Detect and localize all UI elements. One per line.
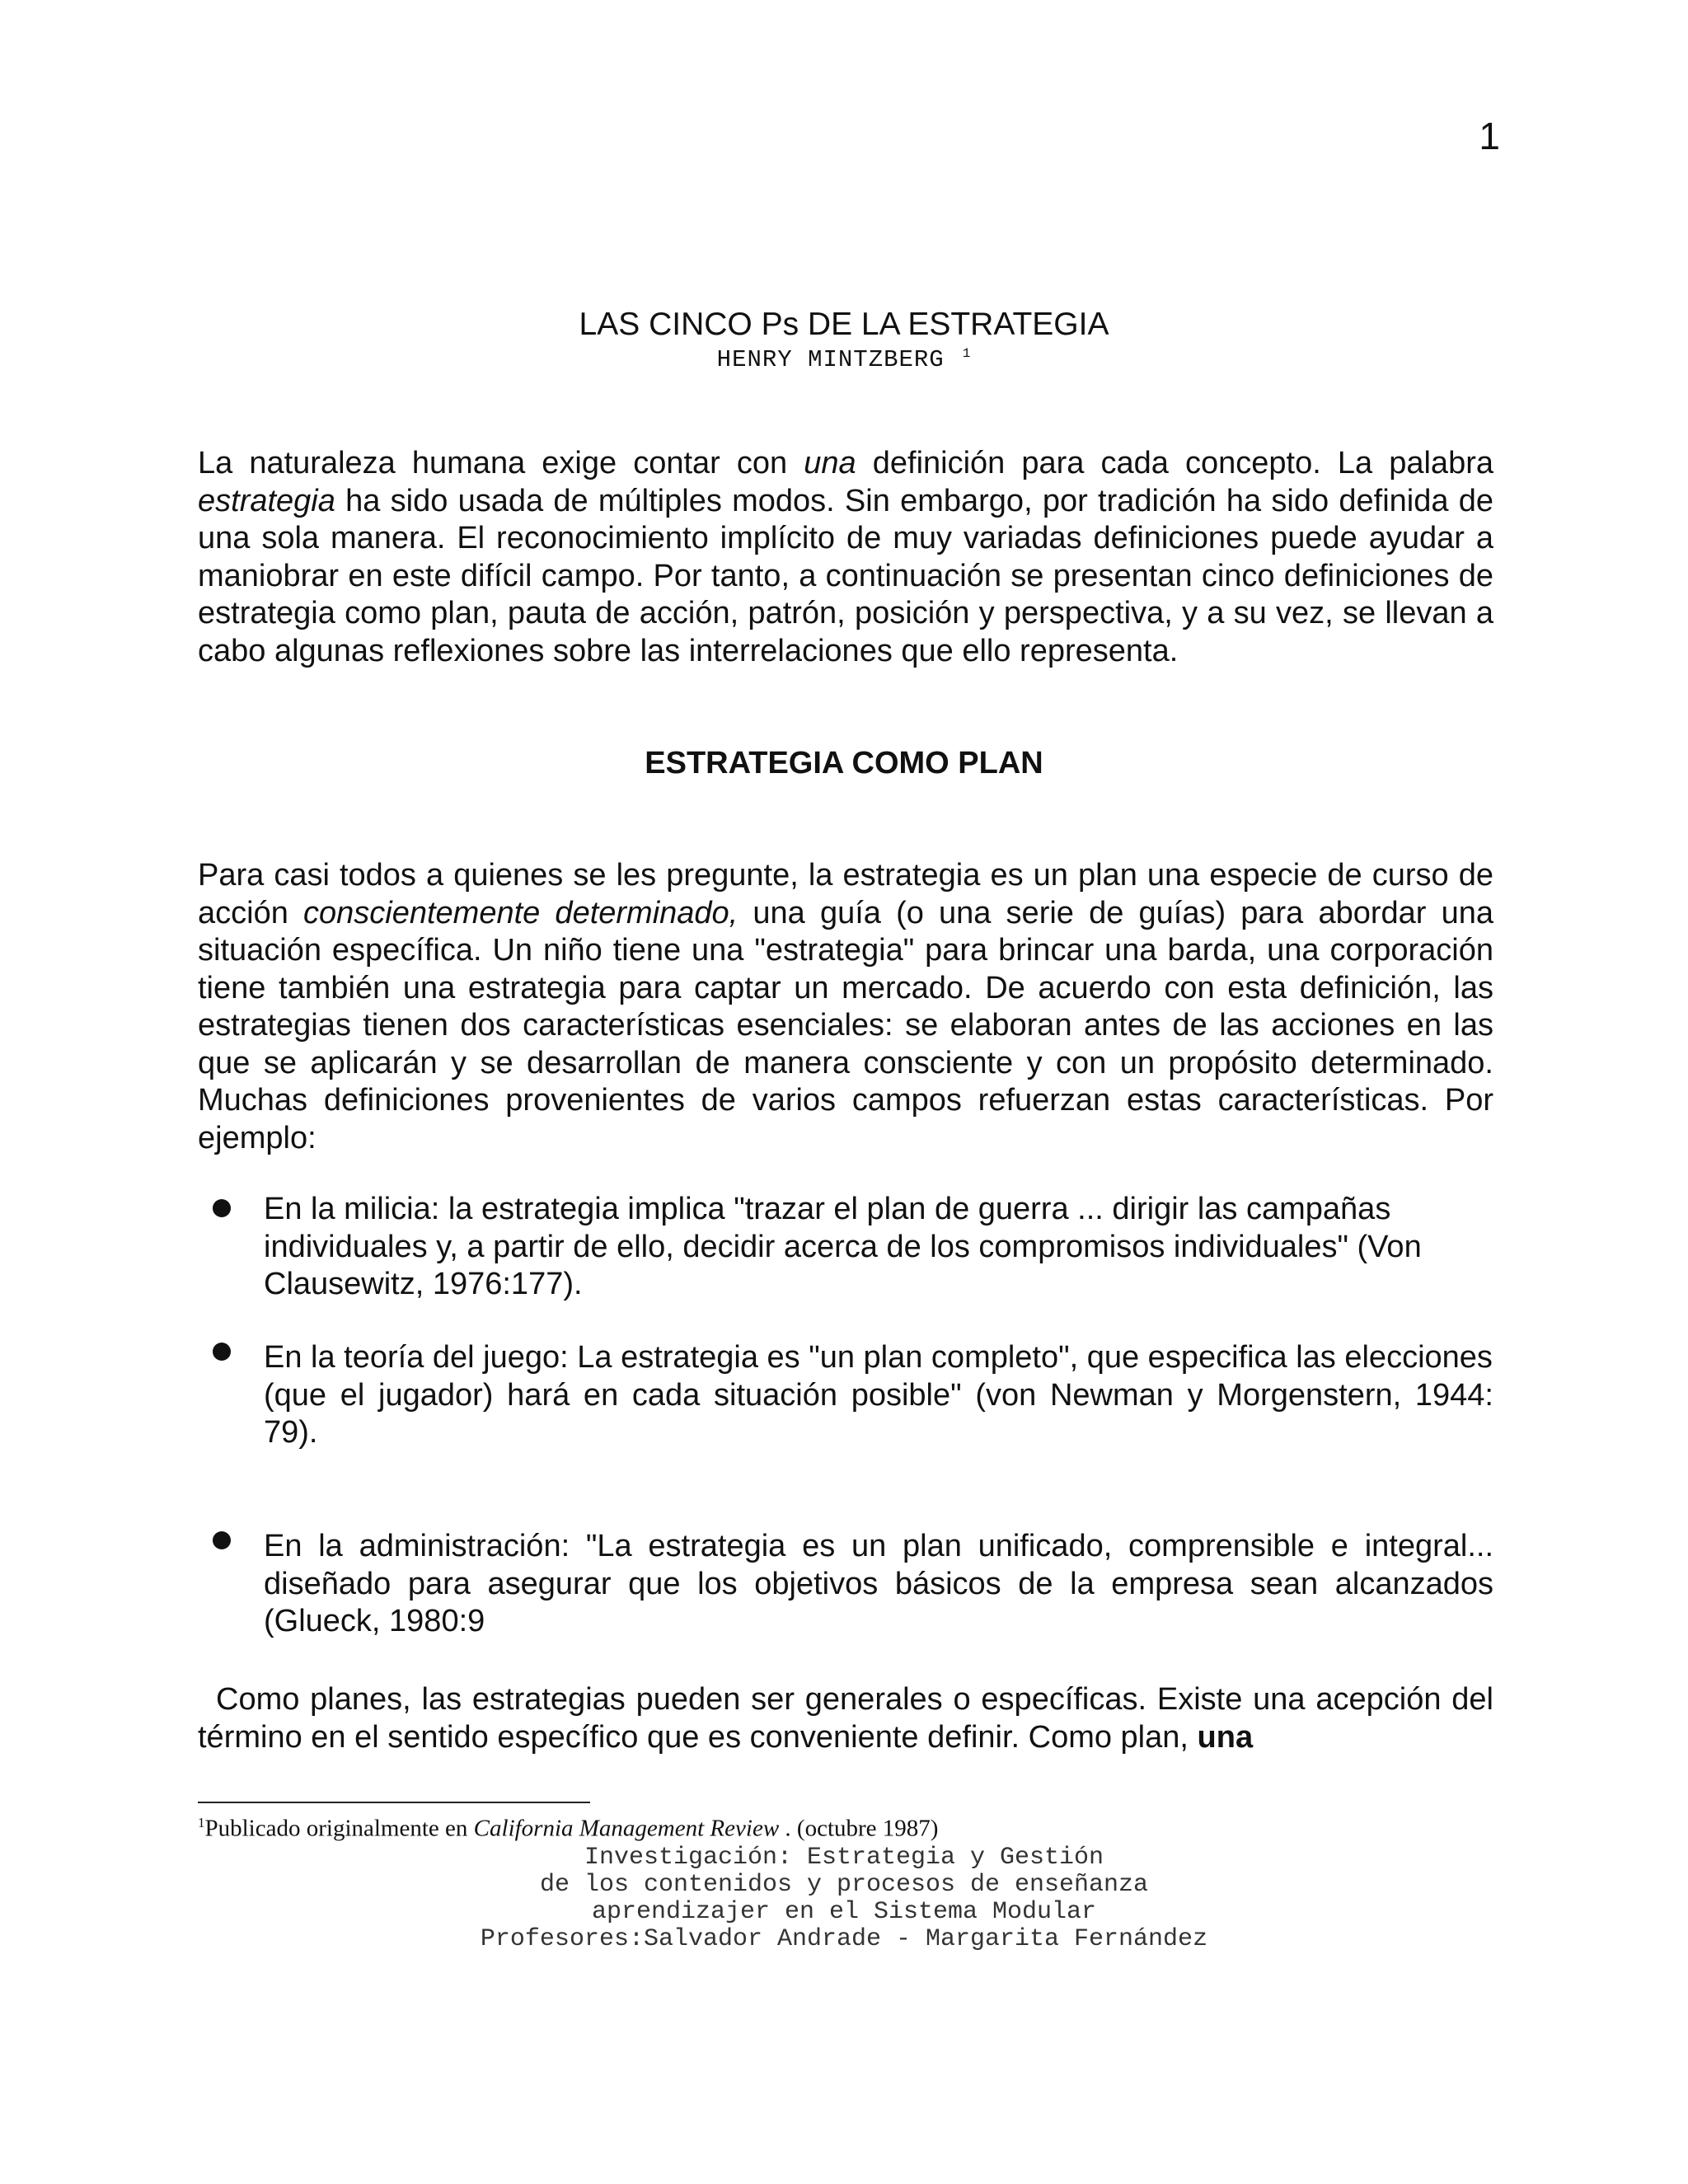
closing-paragraph (198, 1681, 1493, 1756)
intro-text-3: ha sido usada de múltiples modos. Sin embargo, por tradición ha sido definida de una sola manera. El reconocimiento implícito de muy variadas definiciones puede ayudar a maniobrar en este difícil campo. Por tanto, a continuación se presentan cinco definiciones de estrategia como plan, pauta de acción, patrón, posición y perspectiva, y a su vez, se llevan a cabo algunas reflexiones sobre las interrelaciones que ello representa. (198, 483, 1493, 668)
bullet-dot-icon (213, 1343, 231, 1361)
author-name: HENRY MINTZBERG (716, 346, 945, 373)
plan-paragraph (198, 857, 1493, 1157)
footer-line: Profesores:Salvador Andrade - Margarita Fernández (480, 1925, 1208, 1953)
intro-emphasis-estrategia: estrategia (198, 483, 335, 518)
plan-emphasis: conscientemente determinado, (303, 895, 738, 930)
bullet-item-administracion (198, 1528, 1493, 1641)
bullet-item-teoria-juego (198, 1339, 1493, 1452)
footnote-text-1: Publicado originalmente en (204, 1815, 474, 1842)
plan-text-1: Para casi todos a quienes se les pregunte, la estrategia es un plan una especie de curso de acción (198, 858, 1493, 930)
closing-text: Como planes, las estrategias pueden ser generales o específicas. Existe una acepción del término en el sentido específico que es conveniente definir. Como plan, (198, 1682, 1493, 1755)
intro-emphasis-una: una (804, 446, 856, 480)
footnote-journal: California Management Review (473, 1815, 780, 1842)
intro-text-2: definición para cada concepto. La palabra (856, 446, 1493, 480)
document-title: LAS CINCO Ps DE LA ESTRATEGIA (579, 307, 1109, 342)
bullet-text: En la administración: "La estrategia es un plan unificado, comprensible e integral... diseñado para asegurar que los objetivos básicos de la empresa sean alcanzados (Glueck, 1980:9 (264, 1529, 1493, 1638)
author-footnote-ref: 1 (962, 346, 972, 362)
footer-line: aprendizajer en el Sistema Modular (591, 1898, 1097, 1926)
author-line (0, 346, 1688, 373)
bullet-dot-icon (213, 1199, 231, 1217)
footnote (198, 1815, 938, 1843)
bullet-text: En la milicia: la estrategia implica "trazar el plan de guerra ... dirigir las campañas individuales y, a partir de ello, decidir acerca de los compromisos individuales" (Von Clausewitz, 1976:177). (264, 1192, 1422, 1301)
intro-paragraph (198, 445, 1493, 670)
footer-line: Investigación: Estrategia y Gestión (584, 1844, 1104, 1872)
bullet-dot-icon (213, 1531, 231, 1549)
footnote-divider (198, 1802, 590, 1803)
footnote-ref: 1 (198, 1815, 205, 1830)
closing-bold: una (1197, 1719, 1254, 1755)
bullet-text-line-2: (que el jugador) hará en cada situación posible" (von Newman y Morgenstern, 1944: 79). (264, 1377, 1493, 1450)
page-footer (0, 1844, 1688, 1953)
intro-text-1: La naturaleza humana exige contar con (198, 446, 804, 480)
footer-line: de los contenidos y procesos de enseñanza (539, 1871, 1149, 1899)
page-number: 1 (1479, 115, 1500, 157)
bullet-text-line-1: En la teoría del juego: La estrategia es "un plan completo", que especifica las elecciones (264, 1340, 1493, 1375)
footnote-text-2: . (octubre 1987) (779, 1815, 939, 1842)
plan-text-2: una guía (o una serie de guías) para abordar una situación específica. Un niño tiene una "estrategia" para brincar una barda, una corporación tiene también una estrategia para captar un mercado. De acuerdo con esta definición, las estrategias tienen dos características esenciales: se elaboran antes de las acciones en las que se aplicarán y se desarrollan de manera consciente y con un propósito determinado. Muchas definiciones provenientes de varios campos refuerzan estas características. Por ejemplo: (198, 895, 1493, 1155)
bullet-item-milicia (198, 1191, 1493, 1304)
section-heading: ESTRATEGIA COMO PLAN (645, 746, 1043, 780)
